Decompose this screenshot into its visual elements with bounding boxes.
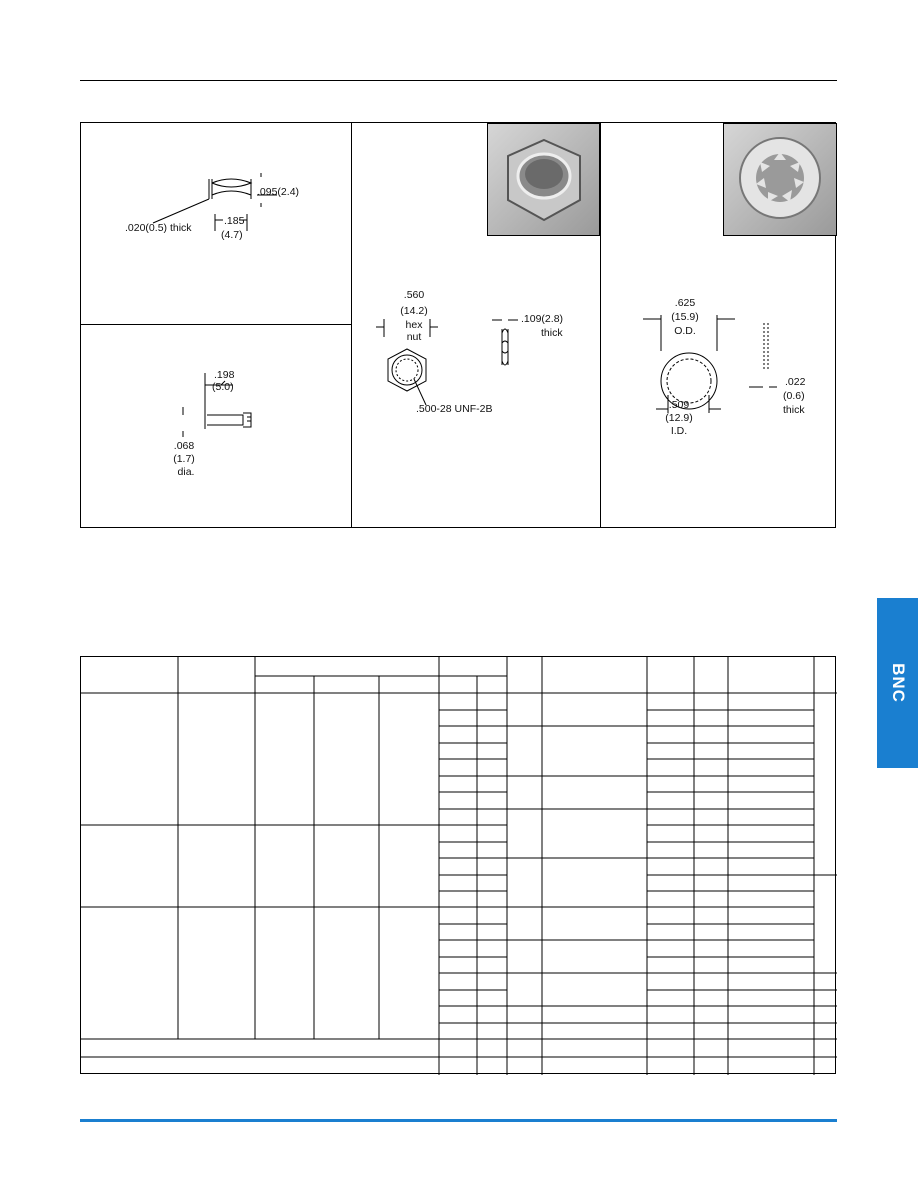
contact-dia-dimension: .068 bbox=[173, 440, 195, 452]
lock-washer-thickness: .022 bbox=[785, 376, 806, 388]
hex-nut-drawing bbox=[352, 123, 600, 529]
pin-length-dimension: .185 bbox=[224, 215, 245, 227]
lock-washer-thickness-mm: (0.6) bbox=[783, 390, 805, 402]
hex-nut-label-2: nut bbox=[406, 331, 422, 343]
lock-washer-id-word: I.D. bbox=[670, 425, 688, 437]
contact-dia-word: dia. bbox=[177, 466, 195, 478]
pin-dia-dimension: .095(2.4) bbox=[257, 186, 300, 198]
contact-dia-mm: (1.7) bbox=[173, 453, 195, 465]
lock-washer-id: .509 bbox=[668, 399, 690, 411]
hex-nut-thickness: .109(2.8) bbox=[521, 313, 564, 325]
lock-washer-od-word: O.D. bbox=[674, 325, 696, 337]
spec-table bbox=[80, 656, 836, 1074]
figure-panel bbox=[80, 122, 836, 528]
contact-length-mm: (5.0) bbox=[212, 381, 234, 393]
lock-washer-drawing bbox=[601, 123, 837, 529]
hex-nut-width: .560 bbox=[403, 289, 425, 301]
pin-thickness-dimension: .020(0.5) thick bbox=[125, 222, 192, 234]
hex-nut-thread: .500-28 UNF-2B bbox=[416, 403, 493, 415]
contact-drawing bbox=[81, 325, 351, 529]
hex-nut-width-mm: (14.2) bbox=[400, 305, 428, 317]
lock-washer-id-mm: (12.9) bbox=[665, 412, 693, 424]
lock-washer-od-mm: (15.9) bbox=[671, 311, 699, 323]
lock-washer-thickness-word: thick bbox=[783, 404, 805, 416]
contact-length-dimension: .198 bbox=[214, 369, 235, 381]
section-tab[interactable] bbox=[877, 598, 918, 768]
footer-rule bbox=[80, 1119, 837, 1122]
spec-table-grid bbox=[81, 657, 837, 1075]
section-tab-label: BNC bbox=[888, 663, 908, 703]
pin-length-mm: (4.7) bbox=[221, 229, 243, 241]
lock-washer-od: .625 bbox=[674, 297, 696, 309]
header-rule bbox=[80, 80, 837, 81]
pin-drawing bbox=[81, 123, 351, 323]
hex-nut-thickness-word: thick bbox=[541, 327, 563, 339]
hex-nut-label: hex bbox=[405, 319, 423, 331]
